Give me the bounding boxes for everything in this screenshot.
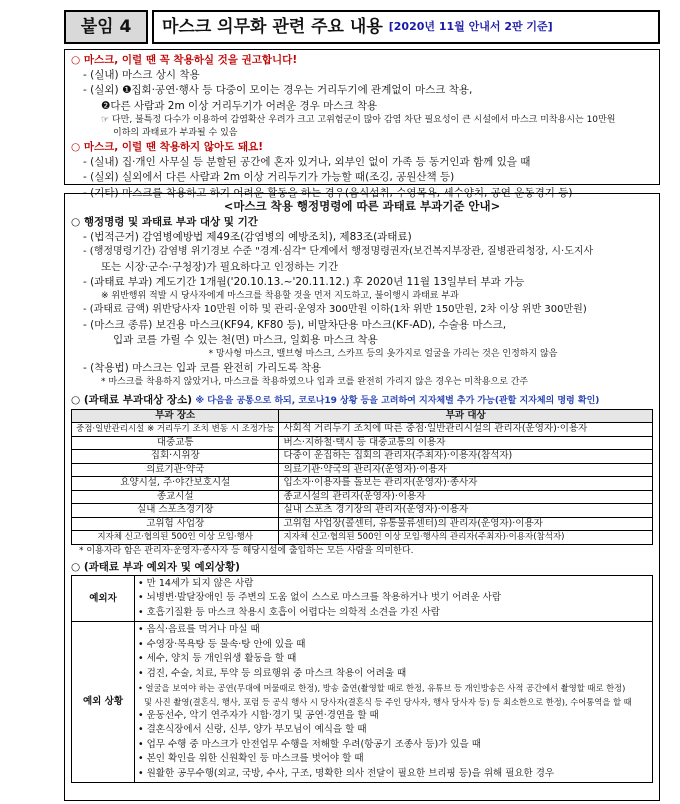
list-item: • 본인 확인을 위한 신원확인 등 마스크를 벗어야 할 때 (138, 753, 364, 765)
table-cell-target: 종교시설의 관리자(운영자)·이용자 (279, 490, 653, 504)
table-header-place: 부과 장소 (72, 409, 279, 423)
list-item: • 만 14세가 되지 않은 사람 (138, 577, 254, 589)
table-row (72, 575, 653, 622)
list-item: - (실내) 마스크 상시 착용 (83, 69, 200, 82)
list-item: - (실외) 실외에서 다른 사람과 2m 이상 거리두기가 가능할 때(조깅, 공원산책 등) (83, 171, 455, 184)
table-cell-target: 고위험 사업장(콜센터, 유통물류센터)의 관리자(운영자)·이용자 (279, 517, 653, 531)
note-text: * 마스크를 착용하지 않았거나, 마스크를 착용하였으나 입과 코를 완전히 가리지 않은 경우는 미착용으로 간주 (101, 377, 529, 388)
places-heading-row (71, 393, 653, 408)
table-cell-place: 지자체 신고·협의된 500인 이상 모임·행사 (72, 531, 279, 545)
list-item: • 원활한 공무수행(외교, 국방, 수사, 구조, 명확한 의사 전달이 필요한 브리핑 등)을 위해 필요한 경우 (138, 767, 555, 779)
list-item: • 수영장·목욕탕 등 물속·탕 안에 있을 때 (138, 638, 306, 650)
table-row (72, 622, 653, 783)
list-item: • 검진, 수술, 치료, 투약 등 의료행위 중 마스크 착용이 어려울 때 (138, 667, 407, 679)
list-item: 및 사진 촬영(결혼식, 행사, 포럼 등 공식 행사 시 당사자(결혼식 등 주인 당사자, 행사 당사자 등) 등 최소한으로 한정), 수어통역을 할 때 (144, 696, 632, 707)
section-heading-recommend: ○ 마스크, 이럴 땐 꼭 착용하실 것을 권고합니다! (71, 54, 298, 66)
list-item: • 얼굴을 보여야 하는 공연(무대에 머물때로 한정), 방송 출연(촬영할 때로 한정, 유튜브 등 개인방송은 사적 공간에서 촬영할 때로 한정) (138, 683, 626, 694)
table-cell-place: 의료기관·약국 (72, 463, 279, 477)
places-note: ※ 다음을 공통으로 하되, 코로나19 상황 등을 고려하여 지자체별 추가 가능(관할 지자체의 명령 확인) (195, 396, 600, 407)
attachment-tag: 붙임 4 (64, 10, 148, 44)
list-item: - (과태료 금액) 위반당사자 10만원 이하 및 관리·운영자 300만원 이하(1차 위반 150만원, 2차 이상 위반 300만원) (83, 304, 587, 316)
table-row (72, 531, 653, 545)
table-note: * 이용자라 함은 관리자·운영자·종사자 등 해당시설에 출입하는 모든 사람을 의미한다. (79, 545, 414, 556)
list-item: • 업무 수행 중 마스크가 안전업무 수행을 저해할 우려(항공기 조종사 등)가 있을 때 (138, 738, 481, 750)
fine-places-table (71, 409, 653, 545)
note-text: ※ 위반행위 적발 시 당사자에게 마스크를 착용할 것을 먼저 지도하고, 불이행시 과태료 부과 (101, 291, 459, 302)
table-cell-place: 고위험 사업장 (72, 517, 279, 531)
table-row (72, 517, 653, 531)
table-cell-target: 입소자·이용자를 돌보는 관리자(운영자)·종사자 (279, 477, 653, 491)
title-box (152, 10, 660, 44)
document-header (64, 10, 660, 44)
list-item: - (기타) 마스크를 착용하고 하기 어려운 활동을 하는 경우(음식섭취, 수영목욕, 세수양치, 공연 운동경기 등) (83, 186, 573, 199)
table-row (72, 477, 653, 491)
table-header-row (72, 409, 653, 423)
list-item: • 호흡기질환 등 마스크 착용시 호흡이 어렵다는 의학적 소견을 가진 사람 (138, 606, 440, 618)
table-cell-place: 집회·시위장 (72, 450, 279, 464)
subsection-heading: ○ 행정명령 및 과태료 부과 대상 및 기간 (71, 215, 258, 228)
table-cell-target: 버스·지하철·택시 등 대중교통의 이용자 (279, 436, 653, 450)
table-row (72, 490, 653, 504)
exception-persons-label: 예외자 (72, 575, 135, 622)
table-row (72, 436, 653, 450)
fine-criteria-box (64, 193, 660, 801)
list-item: - (실외) ❶집회·공연·행사 등 다중이 모이는 경우는 거리두기에 관계없이 마스크 착용, (83, 84, 473, 97)
table-row (72, 423, 653, 437)
mask-recommendation-box (64, 49, 660, 199)
list-item: ❷다른 사람과 2m 이상 거리두기가 어려운 경우 마스크 착용 (101, 99, 378, 112)
list-item: 또는 시장·군수·구청장)가 필요하다고 인정하는 기간 (101, 260, 339, 273)
table-cell-target: 지자체 신고·협의된 500인 이상 모임·행사의 관리자(주최자)·이용자(참석자) (279, 531, 653, 545)
table-cell-target: 다중이 운집하는 집회의 관리자(주최자)·이용자(참석자) (279, 450, 653, 464)
exception-persons-cell (135, 575, 653, 622)
list-item: - (과태료 부과) 계도기간 1개월('20.10.13.~'20.11.12.) 후 2020년 11월 13일부터 부과 가능 (83, 275, 525, 288)
exceptions-heading: ○ (과태료 부과 예외자 및 예외상황) (71, 560, 240, 573)
list-item: - (행정명령기간) 감염병 위기경보 수준 "경계·심각" 단계에서 행정명령권자(보건복지부장관, 질병관리청장, 시·도지사 (83, 246, 594, 258)
table-row (72, 463, 653, 477)
page-title: 마스크 의무화 관련 주요 내용 (162, 16, 383, 37)
places-heading: ○ (과태료 부과대상 장소) (71, 394, 193, 407)
table-cell-place: 대중교통 (72, 436, 279, 450)
table-cell-target: 실내 스포츠 경기장의 관리자(운영자)·이용자 (279, 504, 653, 518)
page-subtitle: [2020년 11월 안내서 2판 기준] (388, 20, 553, 34)
table-cell-place: 요양시설, 주·야간보호시설 (72, 477, 279, 491)
table-row (72, 450, 653, 464)
table-cell-place: 실내 스포츠경기장 (72, 504, 279, 518)
note-text: ☞ 다만, 불특정 다수가 이용하여 감염확산 우려가 크고 고위험군이 많아 감염 차단 필요성이 큰 시설에서 마스크 미착용시는 10만원 (101, 114, 616, 125)
note-text: * 망사형 마스크, 밸브형 마스크, 스카프 등의 옷가지로 얼굴을 가리는 것은 인정하지 않음 (208, 349, 558, 360)
list-item: - (실내) 집·개인 사무실 등 분할된 공간에 혼자 있거나, 외부인 없이 가족 등 동거인과 함께 있을 때 (83, 156, 531, 169)
note-text: 이하의 과태료가 부과될 수 있음 (113, 127, 238, 138)
list-item: • 뇌병변·발달장애인 등 주변의 도움 없이 스스로 마스크를 착용하거나 벗기 어려운 사람 (138, 592, 502, 604)
table-cell-place: 중점·일반관리시설 ※ 거리두기 조치 변동 시 조정가능 (72, 423, 279, 437)
table-header-target: 부과 대상 (279, 409, 653, 423)
table-cell-target: 사회적 거리두기 조치에 따른 중점·일반관리시설의 관리자(운영자)·이용자 (279, 423, 653, 437)
list-item: • 운동선수, 악기 연주자가 시합·경기 및 공연·경연을 할 때 (138, 709, 379, 721)
list-item: 입과 코를 가릴 수 있는 천(면) 마스크, 일회용 마스크 착용 (113, 333, 378, 346)
list-item: - (마스크 종류) 보건용 마스크(KF94, KF80 등), 비말차단용 마스크(KF-AD), 수술용 마스크, (83, 318, 507, 331)
exception-situations-cell (135, 622, 653, 783)
list-item: • 음식·음료를 먹거나 마실 때 (138, 624, 260, 636)
list-item: - (법적근거) 감염병예방법 제49조(감염병의 예방조치), 제83조(과태료) (83, 230, 412, 243)
table-row (72, 504, 653, 518)
table-cell-target: 의료기관·약국의 관리자(운영자)·이용자 (279, 463, 653, 477)
section-heading-fine: <마스크 착용 행정명령에 따른 과태료 부과기준 안내> (223, 199, 501, 213)
exception-situations-label: 예외 상황 (72, 622, 135, 783)
exceptions-table (71, 575, 653, 784)
table-cell-place: 종교시설 (72, 490, 279, 504)
section-heading-exempt: ○ 마스크, 이럴 땐 착용하지 않아도 돼요! (71, 140, 264, 153)
list-item: - (착용법) 마스크는 입과 코를 완전히 가리도록 착용 (83, 362, 322, 375)
list-item: • 결혼식장에서 신랑, 신부, 양가 부모님이 예식을 할 때 (138, 724, 367, 736)
list-item: • 세수, 양치 등 개인위생 활동을 할 때 (138, 653, 297, 665)
